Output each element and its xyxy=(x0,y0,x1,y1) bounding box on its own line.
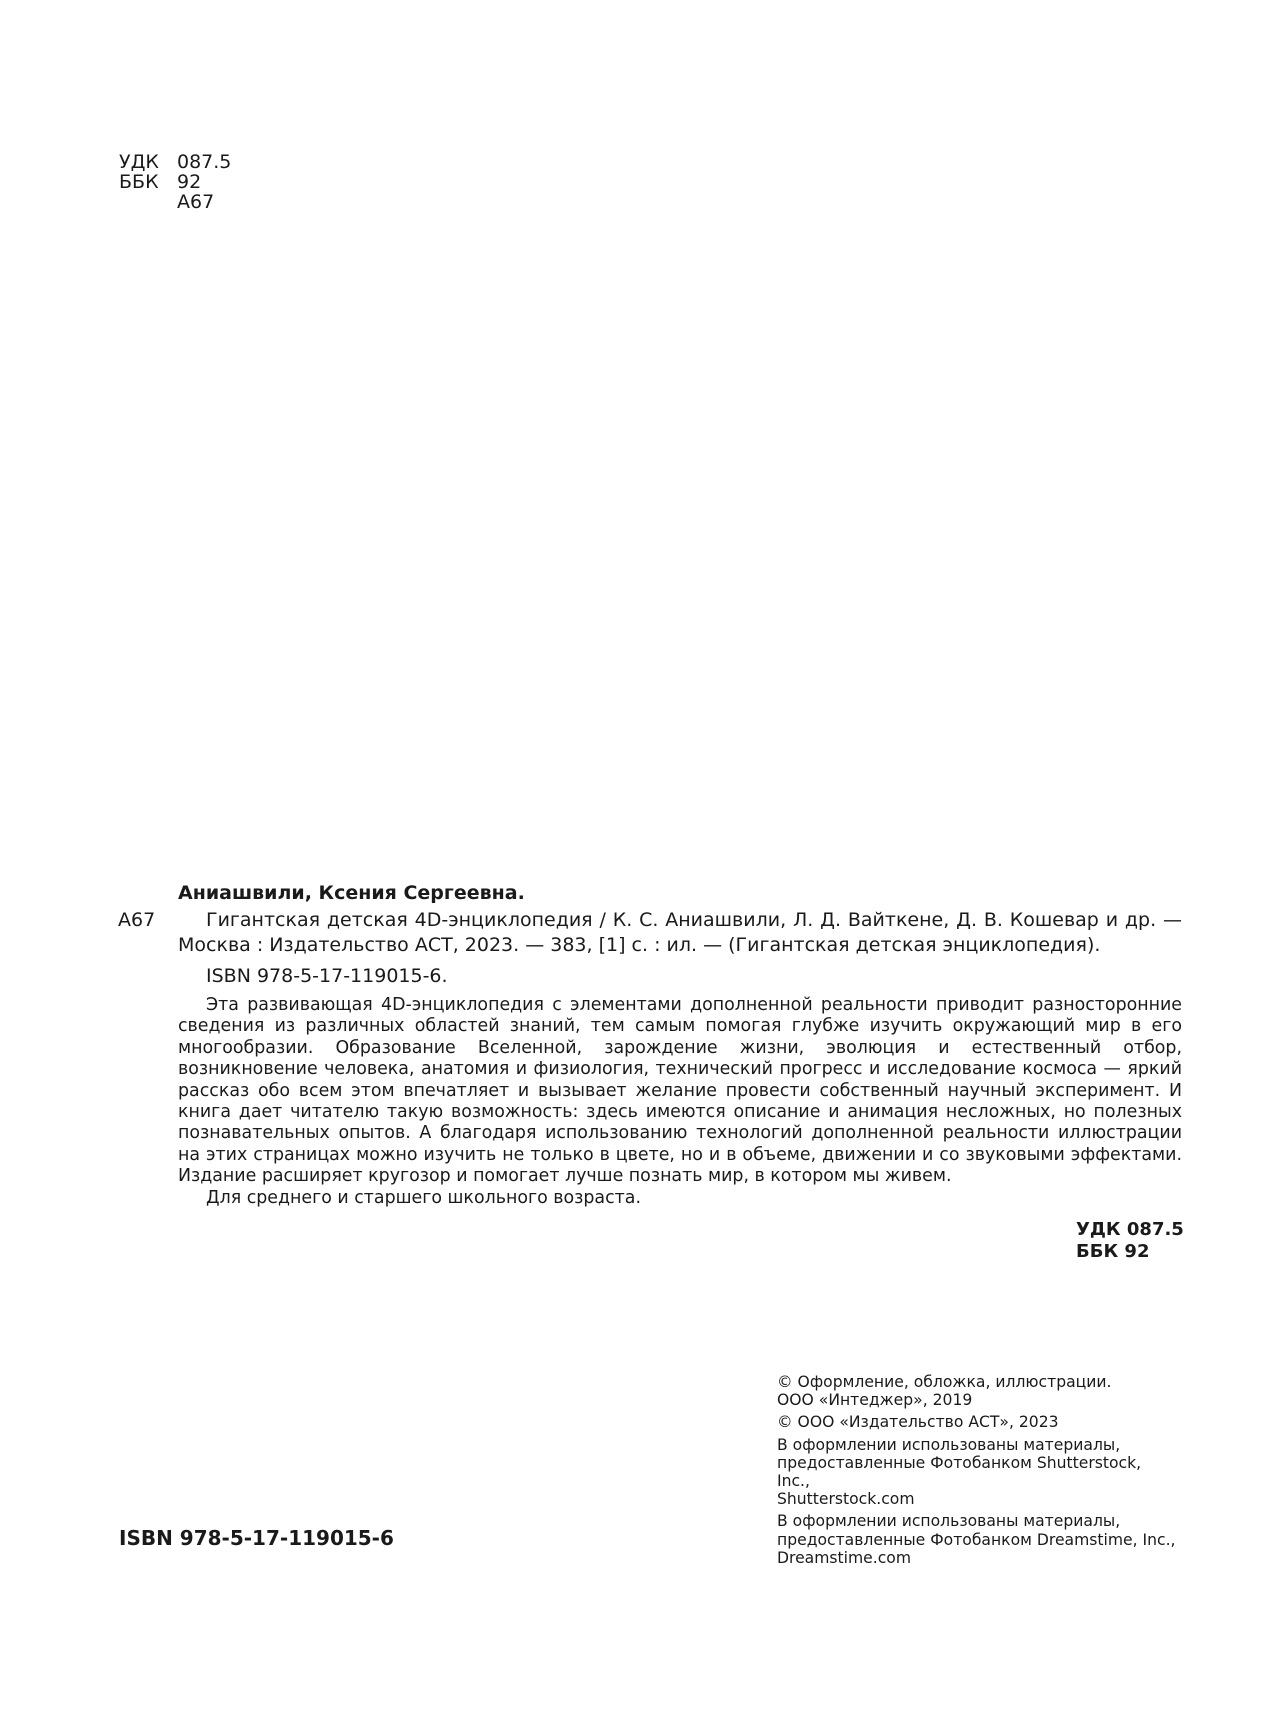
udk-value: 087.5 xyxy=(177,151,232,173)
audience-note: Для среднего и старшего школьного возраста. xyxy=(206,1187,641,1208)
author-heading: Аниашвили, Ксения Сергеевна. xyxy=(178,882,525,904)
left-author-code: А67 xyxy=(118,909,156,931)
bibliographic-record xyxy=(118,881,1182,1209)
copyright-dreamstime: В оформлении использованы материалы, предоставленные Фотобанком Dreamstime, Inc., Dreamstime.com xyxy=(777,1512,1176,1567)
author-code: А67 xyxy=(177,191,215,213)
title-entry-text: Гигантская детская 4D-энциклопедия / К. С. Аниашвили, Л. Д. Вайткене, Д. В. Кошевар и др. — Москва : Издательство АСТ, 2023. — 383, [1] с. : ил. — (Гигантская детская энциклопедия). xyxy=(178,909,1182,956)
copyright-publisher: © ООО «Издательство АСТ», 2023 xyxy=(777,1413,1059,1432)
right-bbk: ББК 92 xyxy=(1076,1241,1150,1262)
classification-codes xyxy=(119,152,231,212)
title-entry xyxy=(118,908,1182,958)
udk-row xyxy=(119,152,231,172)
isbn-line: ISBN 978-5-17-119015-6. xyxy=(206,965,448,987)
annotation-paragraph: Эта развивающая 4D-энциклопедия с элементами дополненной реальности приводит разносторонние сведения из различных областей знаний, тем самым помогая глубже изучить окружающий мир в его многообразии. Образование Вселенной, зарождение жизни, эволюция и естественный отбор, возникновение человека, анатомия и физиология, технический прогресс и исследование космоса — яркий рассказ обо всем этом впечатляет и вызывает желание провести собственный научный эксперимент. И книга дает читателю такую возможность: здесь имеются описание и анимация несложных, но полезных познавательных опытов. А благодаря использованию технологий дополненной реальности иллюстрации на этих страницах можно изучить не только в цвете, но и в объеме, движении и со звуковыми эффектами. Издание расширяет кругозор и помогает лучше познать мир, в котором мы живем. xyxy=(178,995,1182,1187)
right-udk: УДК 087.5 xyxy=(1076,1219,1184,1240)
bbk-row xyxy=(119,172,231,192)
bbk-label: ББК xyxy=(119,171,159,193)
author-code-row xyxy=(119,192,231,212)
udk-label: УДК xyxy=(119,151,159,173)
copyright-design: © Оформление, обложка, иллюстрации. ООО «Интеджер», 2019 xyxy=(777,1373,1112,1410)
bottom-isbn: ISBN 978-5-17-119015-6 xyxy=(119,1526,394,1550)
copyright-shutterstock: В оформлении использованы материалы, предоставленные Фотобанком Shutterstock, Inc., Shutterstock.com xyxy=(777,1435,1142,1509)
right-classification-codes xyxy=(1076,1219,1184,1263)
copyright-block xyxy=(777,1373,1177,1571)
bbk-value: 92 xyxy=(177,171,202,193)
